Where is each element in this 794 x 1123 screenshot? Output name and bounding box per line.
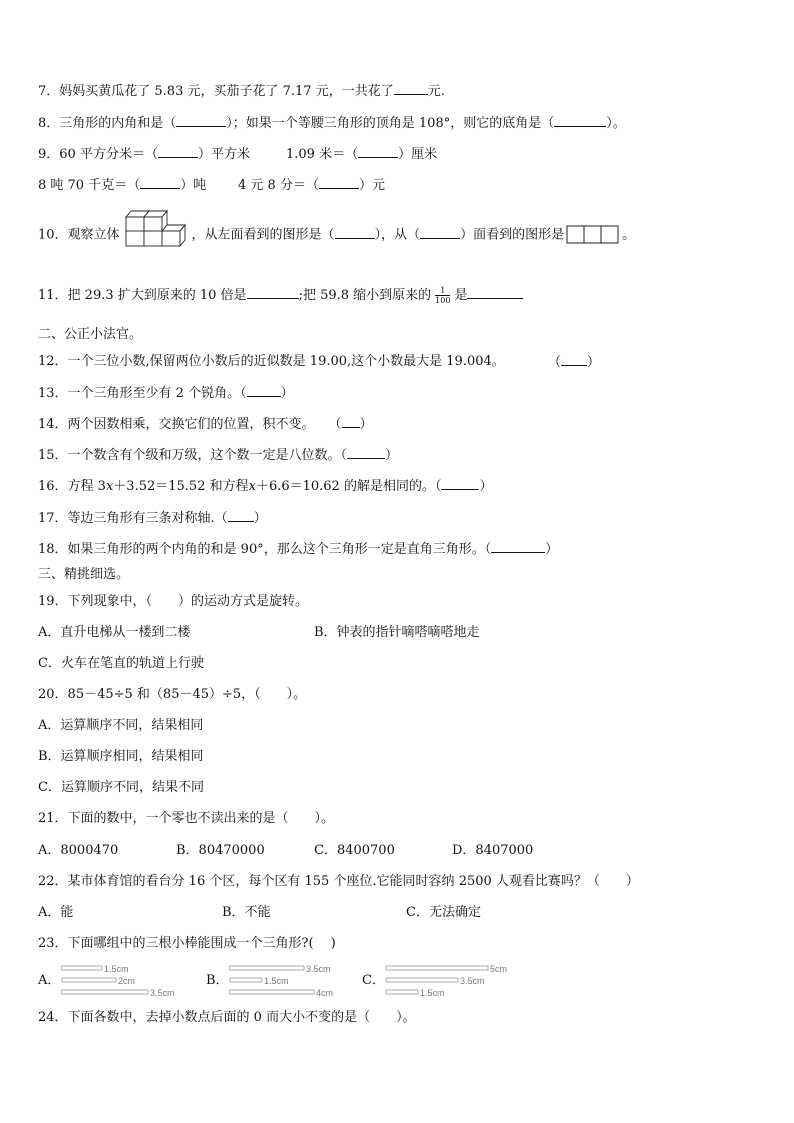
q16-text-b: ＋3.52＝15.52 和方程 bbox=[113, 479, 249, 494]
q8-blank-1[interactable] bbox=[176, 114, 226, 127]
fraction-one-hundredth bbox=[435, 286, 450, 305]
question-14 bbox=[38, 415, 373, 434]
question-8 bbox=[38, 114, 626, 133]
question-9-row-2b bbox=[238, 176, 385, 195]
stick-a2 bbox=[62, 978, 116, 982]
q23-b-label-3: 4cm bbox=[316, 988, 334, 998]
q9-a2: ）平方米 bbox=[197, 147, 250, 162]
q20-option-b[interactable]: B．运算顺序相同，结果相同 bbox=[38, 749, 204, 764]
question-10 bbox=[38, 223, 635, 247]
q13-text: 13．一个三角形至少有 2 个锐角。（ bbox=[38, 386, 247, 401]
question-18 bbox=[38, 540, 558, 559]
q23-b-label-2: 1.5cm bbox=[264, 976, 289, 986]
fraction-numerator: 1 bbox=[435, 286, 450, 296]
q13-paren-right: ） bbox=[280, 386, 294, 401]
q23-c-label-1: 5cm bbox=[490, 964, 508, 974]
q15-paren-right: ） bbox=[385, 448, 399, 463]
question-9-row-1 bbox=[38, 145, 250, 164]
q12-paren-right: ） bbox=[587, 355, 601, 370]
q23-a-label-2: 2cm bbox=[118, 976, 136, 986]
q21-option-b[interactable]: B．80470000 bbox=[176, 843, 265, 858]
q23-b-sticks bbox=[228, 962, 348, 1000]
q20-option-a[interactable]: A．运算顺序不同，结果相同 bbox=[38, 718, 204, 733]
q20-option-c[interactable]: C．运算顺序不同，结果不同 bbox=[38, 780, 204, 795]
q9-b1: 1.09 米＝（ bbox=[286, 147, 359, 162]
q7-answer-blank[interactable] bbox=[394, 82, 428, 95]
q8-text-a: 8．三角形的内角和是（ bbox=[38, 116, 177, 131]
q10-text-c: ），从（ bbox=[374, 227, 421, 243]
q11-blank-1[interactable] bbox=[247, 286, 299, 299]
q19-option-b[interactable]: B．钟表的指针嘀嗒嘀嗒地走 bbox=[314, 625, 480, 640]
q10-blank-1[interactable] bbox=[335, 226, 375, 239]
q9-c2: ）吨 bbox=[180, 178, 207, 193]
question-13 bbox=[38, 384, 294, 403]
q11-text-a: 11．把 29.3 扩大到原来的 10 倍是 bbox=[38, 288, 247, 303]
q22-option-c[interactable]: C．无法确定 bbox=[406, 905, 481, 920]
q16-text-a: 16．方程 3 bbox=[38, 479, 106, 494]
q16-variable-2: x bbox=[248, 479, 256, 494]
q9-blank-4[interactable] bbox=[319, 176, 359, 189]
q23-a-sticks bbox=[60, 962, 190, 1000]
question-20-stem: 20．85－45÷5 和（85－45）÷5，（ ）。 bbox=[38, 687, 307, 702]
q11-text-c: 是 bbox=[454, 288, 468, 303]
question-19-stem: 19．下列现象中，（ ）的运动方式是旋转。 bbox=[38, 594, 309, 609]
q22-option-b[interactable]: B．不能 bbox=[222, 905, 271, 920]
section-3-heading: 三、精挑细选。 bbox=[38, 567, 130, 582]
q16-paren-right: ） bbox=[479, 479, 493, 494]
q8-text-b: ）；如果一个等腰三角形的顶角是 108°，则它的底角是（ bbox=[226, 116, 555, 131]
q12-answer bbox=[548, 353, 600, 372]
q23-a-label-3: 3.5cm bbox=[150, 988, 175, 998]
question-22-stem: 22．某市体育馆的看台分 16 个区，每个区有 155 个座位.它能同时容纳 2500 人观看比赛吗？（ ） bbox=[38, 874, 639, 889]
question-23-stem: 23．下面哪组中的三根小棒能围成一个三角形?( ) bbox=[38, 936, 336, 951]
q7-unit: 元. bbox=[427, 84, 445, 99]
q16-text-c: ＋6.6＝10.62 的解是相同的。（ bbox=[255, 479, 442, 494]
q19-option-a[interactable]: A．直升电梯从一楼到二楼 bbox=[38, 625, 191, 640]
q10-blank-2[interactable] bbox=[420, 226, 460, 239]
q14-text: 14．两个因数相乘，交换它们的位置，积不变。 bbox=[38, 417, 315, 432]
question-9-row-1b bbox=[286, 145, 437, 164]
q23-a-label-1: 1.5cm bbox=[104, 964, 129, 974]
q10-text-d: ）面看到的图形是 bbox=[460, 227, 565, 243]
q19-option-c[interactable]: C．火车在笔直的轨道上行驶 bbox=[38, 656, 204, 671]
question-16 bbox=[38, 477, 492, 496]
q9-blank-3[interactable] bbox=[140, 176, 180, 189]
q14-answer-blank[interactable] bbox=[342, 415, 360, 428]
question-15 bbox=[38, 446, 398, 465]
q18-paren-right: ） bbox=[545, 542, 559, 557]
q23-c-label-3: 1.5cm bbox=[420, 988, 445, 998]
q10-text-a: 10．观察立体 bbox=[38, 227, 120, 243]
q23-c-label-2: 3.5cm bbox=[460, 976, 485, 986]
stick-a3 bbox=[62, 990, 148, 994]
stick-c2 bbox=[386, 978, 458, 982]
q18-text: 18．如果三角形的两个内角的和是 90°，那么这个三角形一定是直角三角形。（ bbox=[38, 542, 492, 557]
question-11 bbox=[38, 286, 523, 305]
three-square-view-figure bbox=[566, 225, 620, 245]
q18-answer-blank[interactable] bbox=[491, 540, 545, 553]
q8-text-c: ）。 bbox=[606, 116, 626, 131]
q15-answer-blank[interactable] bbox=[347, 446, 385, 459]
q22-option-a[interactable]: A．能 bbox=[38, 905, 74, 920]
q9-blank-2[interactable] bbox=[358, 145, 398, 158]
q9-d2: ）元 bbox=[358, 178, 385, 193]
q23-c-sticks bbox=[384, 962, 524, 1000]
stick-c1 bbox=[386, 966, 488, 970]
section-2-heading: 二、公正小法官。 bbox=[38, 327, 143, 342]
q9-a1: 9．60 平方分米＝（ bbox=[38, 147, 158, 162]
q17-answer-blank[interactable] bbox=[228, 509, 254, 522]
q10-text-b: ，从左面看到的图形是（ bbox=[191, 227, 335, 243]
q11-text-b: ;把 59.8 缩小到原来的 bbox=[298, 288, 432, 303]
q15-text: 15．一个数含有个级和万级，这个数一定是八位数。（ bbox=[38, 448, 348, 463]
q23-option-c[interactable]: C． bbox=[362, 973, 385, 988]
stick-a1 bbox=[62, 966, 102, 970]
q13-answer-blank[interactable] bbox=[247, 384, 281, 397]
q23-b-label-1: 3.5cm bbox=[306, 964, 331, 974]
q10-text-e: 。 bbox=[622, 227, 636, 243]
q12-paren-left: （ bbox=[548, 355, 562, 370]
q23-option-a[interactable]: A． bbox=[38, 973, 61, 988]
q11-blank-2[interactable] bbox=[467, 286, 523, 299]
stick-b2 bbox=[230, 978, 262, 982]
q16-answer-blank[interactable] bbox=[441, 477, 479, 490]
q7-text: 7．妈妈买黄瓜花了 5.83 元，买茄子花了 7.17 元，一共花了 bbox=[38, 84, 394, 99]
stick-c3 bbox=[386, 990, 418, 994]
question-12 bbox=[38, 353, 505, 371]
cube-solid-figure bbox=[120, 207, 192, 247]
q9-blank-1[interactable] bbox=[158, 145, 198, 158]
q9-c1: 8 吨 70 千克＝（ bbox=[38, 178, 141, 193]
q17-text: 17．等边三角形有三条对称轴.（ bbox=[38, 511, 228, 526]
q9-b2: ）厘米 bbox=[398, 147, 438, 162]
q17-paren-right: ） bbox=[253, 511, 267, 526]
q23-option-b[interactable]: B． bbox=[206, 973, 229, 988]
q12-text: 12．一个三位小数,保留两位小数后的近似数是 19.00,这个小数最大是 19.004。 bbox=[38, 354, 505, 369]
question-9-row-2 bbox=[38, 176, 206, 195]
q9-d1: 4 元 8 分＝（ bbox=[238, 178, 319, 193]
q16-variable-1: x bbox=[105, 479, 114, 494]
q21-option-a[interactable]: A．8000470 bbox=[38, 843, 119, 858]
question-17 bbox=[38, 509, 267, 528]
q14-paren-left: （ bbox=[328, 417, 342, 432]
q12-answer-blank[interactable] bbox=[561, 353, 587, 366]
q21-option-d[interactable]: D．8407000 bbox=[452, 843, 534, 858]
q21-option-c[interactable]: C．8400700 bbox=[314, 843, 395, 858]
q8-blank-2[interactable] bbox=[554, 114, 606, 127]
question-7 bbox=[38, 82, 445, 101]
q14-paren-right: ） bbox=[359, 417, 373, 432]
stick-b3 bbox=[230, 990, 314, 994]
stick-b1 bbox=[230, 966, 304, 970]
question-21-stem: 21．下面的数中，一个零也不读出来的是（ ）。 bbox=[38, 811, 335, 826]
question-24-stem: 24．下面各数中，去掉小数点后面的 0 而大小不变的是（ ）。 bbox=[38, 1010, 416, 1025]
fraction-denominator: 100 bbox=[435, 296, 451, 305]
